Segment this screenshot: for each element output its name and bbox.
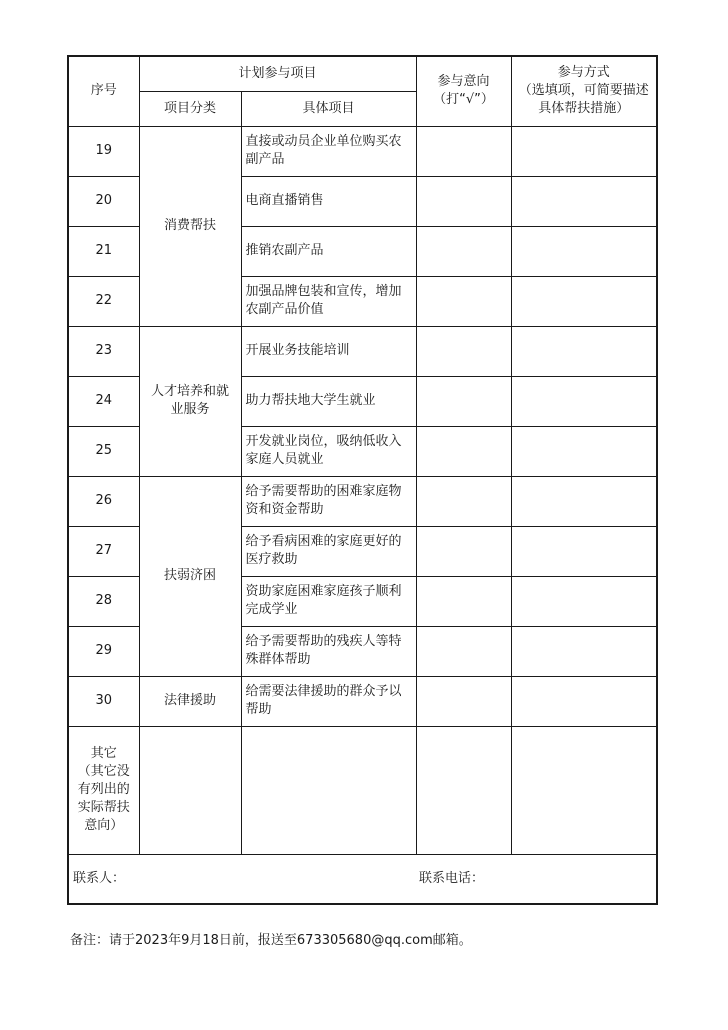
contact-cell xyxy=(68,854,657,904)
intent-cell[interactable] xyxy=(416,126,511,176)
category-cell: 人才培养和就业服务 xyxy=(139,326,241,476)
method-cell[interactable] xyxy=(511,576,657,626)
row-number: 30 xyxy=(68,676,139,726)
method-cell[interactable] xyxy=(511,326,657,376)
row-number: 27 xyxy=(68,526,139,576)
intent-cell[interactable] xyxy=(416,376,511,426)
header-intent xyxy=(416,56,511,126)
header-category: 项目分类 xyxy=(139,91,241,126)
item-cell: 给予需要帮助的残疾人等特殊群体帮助 xyxy=(241,626,416,676)
other-label-cell xyxy=(68,726,139,854)
item-cell: 电商直播销售 xyxy=(241,176,416,226)
item-cell: 给予需要帮助的困难家庭物资和资金帮助 xyxy=(241,476,416,526)
method-cell[interactable] xyxy=(511,376,657,426)
header-row-top xyxy=(68,56,657,91)
item-cell: 直接或动员企业单位购买农副产品 xyxy=(241,126,416,176)
other-row xyxy=(68,726,657,854)
contact-person-label: 联系人： xyxy=(73,870,126,886)
header-seq: 序号 xyxy=(68,56,139,126)
header-method xyxy=(511,56,657,126)
table-row xyxy=(68,126,657,176)
footnote: 备注：请于2023年9月18日前，报送至673305680@qq.com邮箱。 xyxy=(70,933,472,948)
header-method-line1: 参与方式 xyxy=(557,65,610,81)
row-number: 20 xyxy=(68,176,139,226)
intent-cell[interactable] xyxy=(416,226,511,276)
item-cell: 开展业务技能培训 xyxy=(241,326,416,376)
row-number: 25 xyxy=(68,426,139,476)
item-cell: 资助家庭困难家庭孩子顺利完成学业 xyxy=(241,576,416,626)
header-plan-project: 计划参与项目 xyxy=(139,56,416,91)
intent-cell[interactable] xyxy=(416,676,511,726)
method-cell[interactable] xyxy=(511,676,657,726)
method-cell[interactable] xyxy=(511,476,657,526)
header-intent-line1: 参与意向 xyxy=(437,74,490,90)
other-desc: （其它没有列出的实际帮扶意向） xyxy=(77,764,130,833)
row-number: 19 xyxy=(68,126,139,176)
header-specific: 具体项目 xyxy=(241,91,416,126)
method-cell[interactable] xyxy=(511,176,657,226)
method-cell[interactable] xyxy=(511,626,657,676)
intent-cell[interactable] xyxy=(416,276,511,326)
item-cell: 给需要法律援助的群众予以帮助 xyxy=(241,676,416,726)
row-number: 24 xyxy=(68,376,139,426)
other-title: 其它 xyxy=(90,746,117,761)
contact-row xyxy=(68,854,657,904)
intent-cell[interactable] xyxy=(416,576,511,626)
row-number: 26 xyxy=(68,476,139,526)
header-method-line2: （选填项，可简要描述具体帮扶措施） xyxy=(518,83,649,117)
category-cell: 法律援助 xyxy=(139,676,241,726)
category-cell: 扶弱济困 xyxy=(139,476,241,676)
method-cell[interactable] xyxy=(511,526,657,576)
intent-cell[interactable] xyxy=(416,476,511,526)
row-number: 28 xyxy=(68,576,139,626)
method-cell[interactable] xyxy=(511,426,657,476)
table-row xyxy=(68,326,657,376)
method-cell[interactable] xyxy=(511,226,657,276)
row-number: 23 xyxy=(68,326,139,376)
row-number: 21 xyxy=(68,226,139,276)
intent-cell[interactable] xyxy=(416,526,511,576)
header-intent-line2: （打“√”） xyxy=(433,92,494,108)
intent-cell[interactable] xyxy=(416,426,511,476)
table-row xyxy=(68,476,657,526)
row-number: 29 xyxy=(68,626,139,676)
intent-cell[interactable] xyxy=(416,626,511,676)
item-cell: 给予看病困难的家庭更好的医疗救助 xyxy=(241,526,416,576)
method-cell[interactable] xyxy=(511,126,657,176)
table-row xyxy=(68,676,657,726)
item-cell: 开发就业岗位，吸纳低收入家庭人员就业 xyxy=(241,426,416,476)
row-number: 22 xyxy=(68,276,139,326)
item-cell: 加强品牌包装和宣传，增加农副产品价值 xyxy=(241,276,416,326)
category-cell: 消费帮扶 xyxy=(139,126,241,326)
other-method-cell[interactable] xyxy=(511,726,657,854)
contact-wrap xyxy=(69,855,656,903)
intent-cell[interactable] xyxy=(416,326,511,376)
item-cell: 推销农副产品 xyxy=(241,226,416,276)
intent-cell[interactable] xyxy=(416,176,511,226)
other-intent-cell[interactable] xyxy=(416,726,511,854)
method-cell[interactable] xyxy=(511,276,657,326)
contact-phone-label: 联系电话： xyxy=(419,870,485,886)
other-category-cell[interactable] xyxy=(139,726,241,854)
other-item-cell[interactable] xyxy=(241,726,416,854)
item-cell: 助力帮扶地大学生就业 xyxy=(241,376,416,426)
form-container xyxy=(67,55,656,905)
participation-table xyxy=(67,55,658,905)
